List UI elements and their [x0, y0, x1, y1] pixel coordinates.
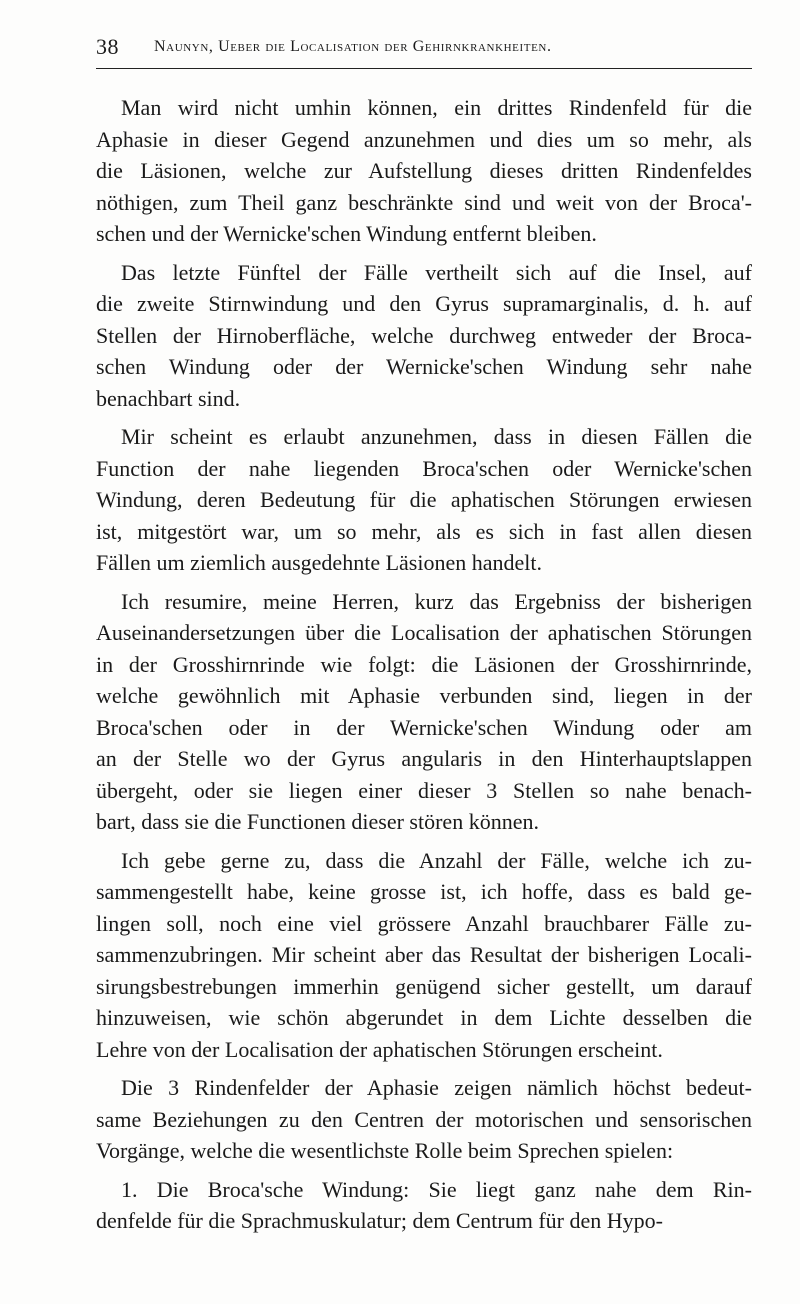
paragraph: [96, 421, 752, 579]
text-line: 1. Die Broca'sche Windung: Sie liegt ganz nahe dem Rin-: [121, 1176, 752, 1202]
text-line: Aphasie in dieser Gegend anzunehmen und dies um so mehr, als: [96, 126, 752, 152]
paragraph-gap: [96, 579, 752, 586]
text-line: benachbart sind.: [96, 385, 241, 411]
paragraph-gap: [96, 1065, 752, 1072]
page-number: 38: [96, 34, 119, 59]
text-line: nöthigen, zum Theil ganz beschränkte sind und weit von der Broca'-: [96, 189, 752, 215]
text-line: schen Windung oder der Wernicke'schen Windung sehr nahe: [96, 354, 752, 379]
text-line: lingen soll, noch eine viel grössere Anzahl brauchbarer Fälle zu-: [96, 910, 752, 936]
text-line: an der Stelle wo der Gyrus angularis in den Hinterhauptslappen: [96, 746, 752, 771]
paragraph: [96, 257, 752, 415]
running-header: [96, 34, 752, 69]
text-line: Fällen um ziemlich ausgedehnte Läsionen handelt.: [96, 550, 542, 575]
text-line: die Läsionen, welche zur Aufstellung dieses dritten Rindenfeldes: [96, 158, 752, 183]
text-line: Vorgänge, welche die wesentlichste Rolle beim Sprechen spielen:: [96, 1138, 674, 1163]
paragraph-gap: [96, 1167, 752, 1174]
text-line: ist, mitgestört war, um so mehr, als es sich in fast allen diesen: [96, 518, 752, 544]
paragraph: [96, 845, 752, 1066]
text-line: Man wird nicht umhin können, ein drittes Rindenfeld für die: [121, 95, 752, 120]
running-title: Naunyn, Ueber die Localisation der Gehirnkrankheiten.: [154, 38, 552, 55]
text-line: sammengestellt habe, keine grosse ist, ich hoffe, dass es bald ge-: [96, 879, 752, 904]
text-line: die zweite Stirnwindung und den Gyrus supramarginalis, d. h. auf: [96, 291, 752, 316]
text-line: in der Grosshirnrinde wie folgt: die Läsionen der Grosshirnrinde,: [96, 651, 752, 677]
text-line: welche gewöhnlich mit Aphasie verbunden sind, liegen in der: [96, 683, 752, 708]
paragraph-gap: [96, 414, 752, 421]
text-line: Windung, deren Bedeutung für die aphatischen Störungen erwiesen: [96, 487, 752, 512]
text-line: Auseinandersetzungen über die Localisation der aphatischen Störungen: [96, 620, 752, 645]
text-line: bart, dass sie die Functionen dieser stören können.: [96, 809, 539, 834]
text-line: schen und der Wernicke'schen Windung entfernt bleiben.: [96, 221, 597, 246]
text-line: Ich gebe gerne zu, dass die Anzahl der Fälle, welche ich zu-: [121, 847, 752, 873]
text-line: sirungsbestrebungen immerhin genügend sicher gestellt, um darauf: [96, 973, 752, 999]
paragraph: [96, 586, 752, 838]
text-line: Das letzte Fünftel der Fälle vertheilt sich auf die Insel, auf: [121, 259, 752, 285]
text-line: Mir scheint es erlaubt anzunehmen, dass in diesen Fällen die: [121, 424, 752, 449]
text-line: same Beziehungen zu den Centren der motorischen und sensorischen: [96, 1106, 752, 1132]
text-line: denfelde für die Sprachmuskulatur; dem Centrum für den Hypo-: [96, 1208, 663, 1233]
text-line: sammenzubringen. Mir scheint aber das Resultat der bisherigen Locali-: [96, 942, 752, 967]
text-line: Ich resumire, meine Herren, kurz das Ergebniss der bisherigen: [121, 588, 752, 614]
text-line: Stellen der Hirnoberfläche, welche durchweg entweder der Broca-: [96, 322, 752, 348]
paragraph: [96, 1072, 752, 1167]
paragraph: [96, 1174, 752, 1237]
text-line: hinzuweisen, wie schön abgerundet in dem Lichte desselben die: [96, 1005, 752, 1030]
text-line: Lehre von der Localisation der aphatischen Störungen erscheint.: [96, 1036, 663, 1062]
paragraph-gap: [96, 250, 752, 257]
text-line: Function der nahe liegenden Broca'schen oder Wernicke'schen: [96, 455, 752, 481]
text-line: übergeht, oder sie liegen einer dieser 3 Stellen so nahe benach-: [96, 777, 752, 803]
text-line: Die 3 Rindenfelder der Aphasie zeigen nämlich höchst bedeut-: [121, 1075, 752, 1100]
text-line: Broca'schen oder in der Wernicke'schen Windung oder am: [96, 714, 752, 740]
paragraph: [96, 92, 752, 250]
paragraph-gap: [96, 838, 752, 845]
body-text: [96, 92, 752, 1237]
